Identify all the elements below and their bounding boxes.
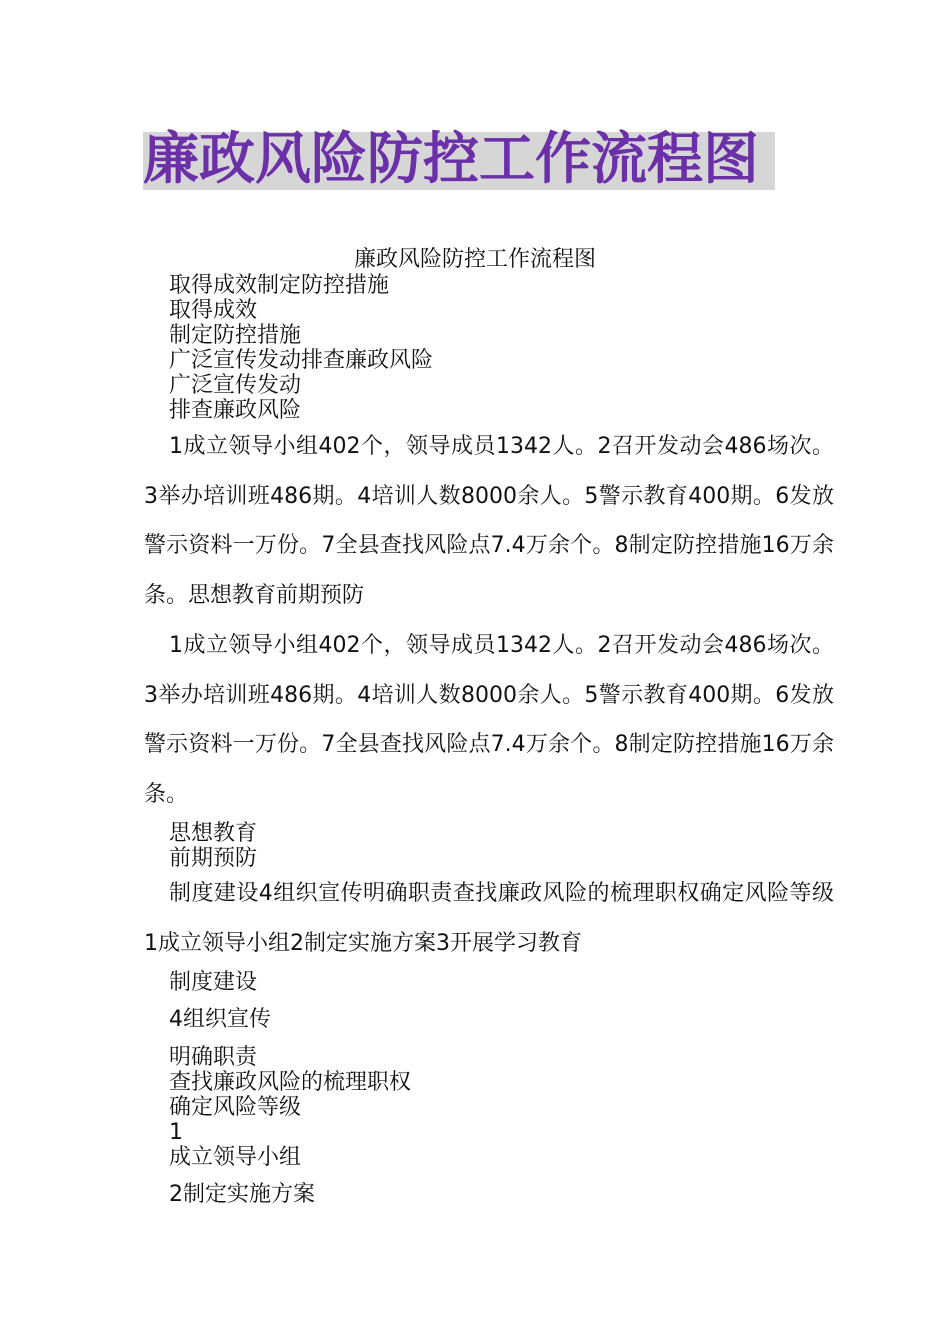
document-title: 廉政风险防控工作流程图 [143, 127, 759, 192]
flow-line: 1 [169, 1120, 183, 1145]
flow-line: 广泛宣传发动排查廉政风险 [169, 348, 434, 373]
flow-line: 2制定实施方案 [169, 1182, 315, 1207]
flow-line: 取得成效 [169, 298, 258, 323]
flow-line: 制定防控措施 [169, 323, 302, 348]
flow-line: 排查廉政风险 [169, 398, 302, 423]
system-paragraph: 制度建设4组织宣传明确职责查找廉政风险的梳理职权确定风险等级1成立领导小组2制定实施方案3开展学习教育 [144, 881, 834, 956]
document-subtitle: 廉政风险防控工作流程图 [353, 247, 596, 272]
flow-line: 成立领导小组 [169, 1145, 302, 1170]
stats-paragraph-2: 1成立领导小组402个，领导成员1342人。2召开发动会486场次。3举办培训班486期。4培训人数8000余人。5警示教育400期。6发放警示资料一万份。7全县查找风险点7.4万余个。8制定防控措施16万余条。 [144, 633, 834, 807]
flow-line: 确定风险等级 [169, 1095, 302, 1120]
flow-line: 思想教育 [169, 821, 258, 846]
flow-line: 广泛宣传发动 [169, 373, 302, 398]
flow-line: 明确职责 [169, 1045, 258, 1070]
flow-line: 查找廉政风险的梳理职权 [169, 1070, 412, 1095]
flow-line: 制度建设 [169, 970, 258, 995]
stats-paragraph-1: 1成立领导小组402个，领导成员1342人。2召开发动会486场次。3举办培训班486期。4培训人数8000余人。5警示教育400期。6发放警示资料一万份。7全县查找风险点7.4万余个。8制定防控措施16万余条。思想教育前期预防 [144, 434, 834, 608]
flow-line: 取得成效制定防控措施 [169, 273, 390, 298]
flow-line: 4组织宣传 [169, 1007, 271, 1032]
flow-line: 前期预防 [169, 846, 258, 871]
